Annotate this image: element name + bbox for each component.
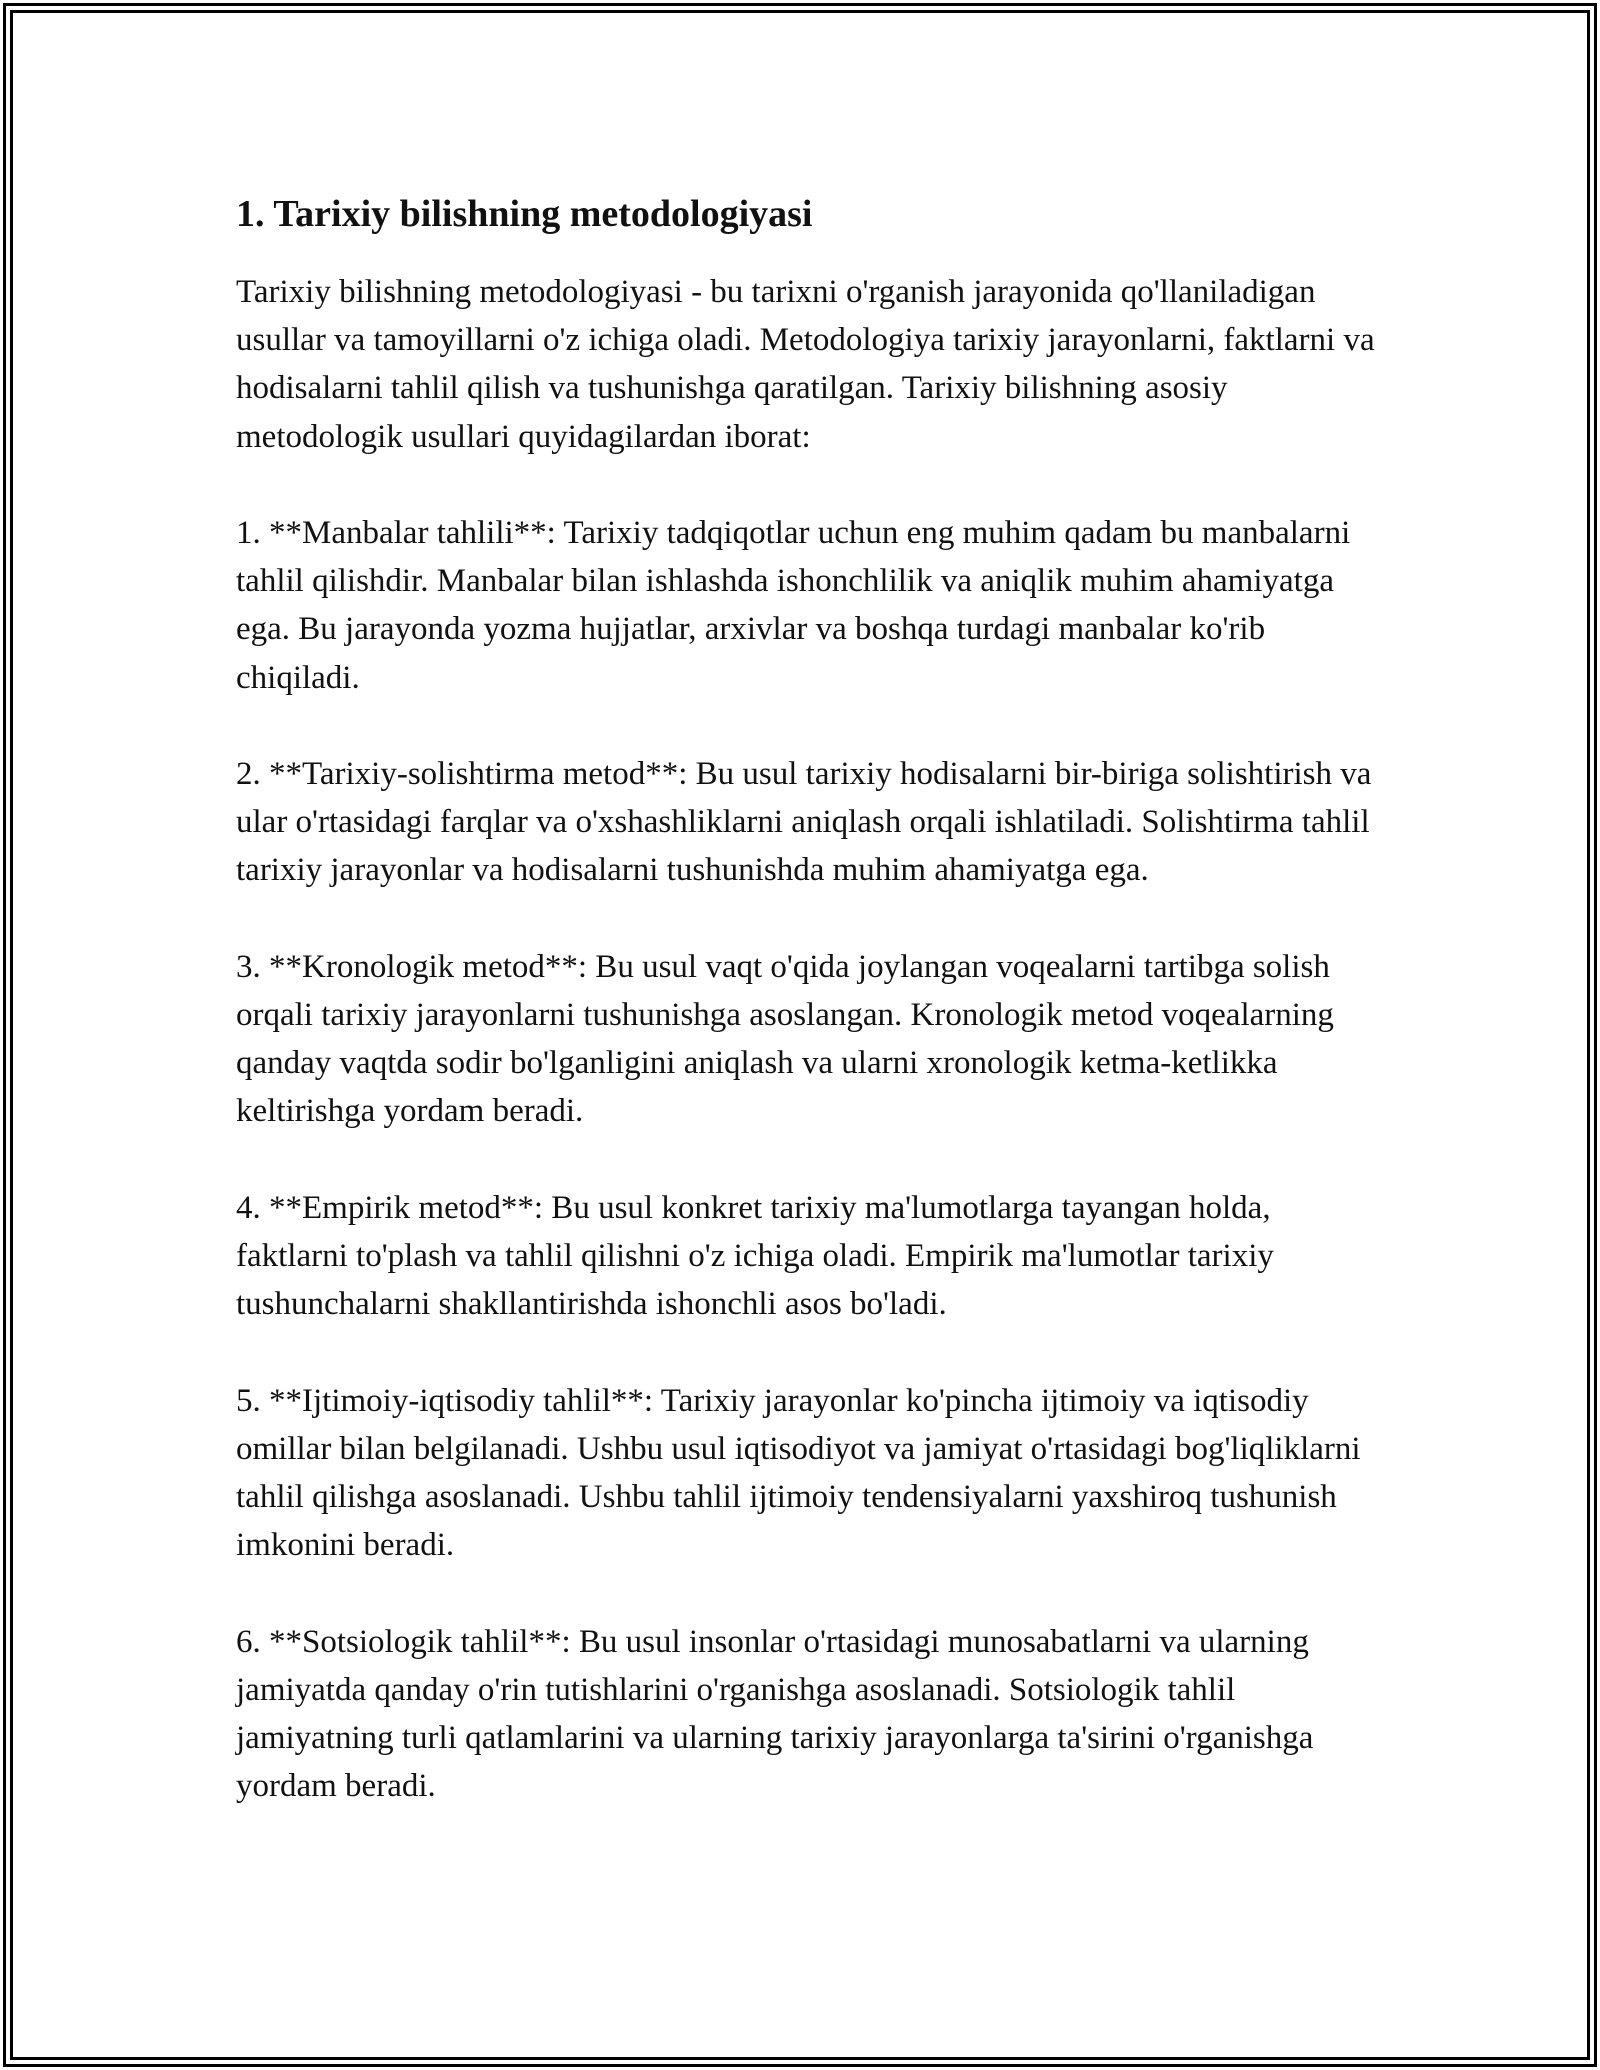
document-body	[236, 188, 1386, 1859]
section-heading: 1. Tarixiy bilishning metodologiyasi	[236, 193, 813, 235]
method-paragraph-1: 1. **Manbalar tahlili**: Tarixiy tadqiqotlar uchun eng muhim qadam bu manbalarni tahlil qilishdir. Manbalar bilan ishlashda ishonchlilik va aniqlik muhim ahamiyatga ega. Bu jarayonda yozma hujjatlar, arxivlar va boshqa turdagi manbalar ko'rib chiqiladi.	[236, 515, 1351, 696]
intro-paragraph: Tarixiy bilishning metodologiyasi - bu tarixni o'rganish jarayonida qo'llaniladigan usullar va tamoyillarni o'z ichiga oladi. Metodologiya tarixiy jarayonlarni, faktlarni va hodisalarni tahlil qilish va tushunishga qaratilgan. Tarixiy bilishning asosiy metodologik usullari quyidagilardan iborat:	[236, 274, 1375, 455]
method-paragraph-5: 5. **Ijtimoiy-iqtisodiy tahlil**: Tarixiy jarayonlar ko'pincha ijtimoiy va iqtisodiy omillar bilan belgilanadi. Ushbu usul iqtisodiyot va jamiyat o'rtasidagi bog'liqliklarni tahlil qilishga asoslanadi. Ushbu tahlil ijtimoiy tendensiyalarni yaxshiroq tushunish imkonini beradi.	[236, 1382, 1361, 1564]
method-paragraph-6: 6. **Sotsiologik tahlil**: Bu usul insonlar o'rtasidagi munosabatlarni va ularning jamiyatda qanday o'rin tutishlarini o'rganishga asoslanadi. Sotsiologik tahlil jamiyatning turli qatlamlarini va ularning tarixiy jarayonlarga ta'sirini o'rganishga yordam beradi.	[236, 1623, 1314, 1805]
method-paragraph-4: 4. **Empirik metod**: Bu usul konkret tarixiy ma'lumotlarga tayangan holda, faktlarni to'plash va tahlil qilishni o'z ichiga oladi. Empirik ma'lumotlar tarixiy tushunchalarni shakllantirishda ishonchli asos bo'ladi.	[236, 1189, 1274, 1323]
method-paragraph-2: 2. **Tarixiy-solishtirma metod**: Bu usul tarixiy hodisalarni bir-biriga solishtirish va ular o'rtasidagi farqlar va o'xshashliklarni aniqlash orqali ishlatiladi. Solishtirma tahlil tarixiy jarayonlar va hodisalarni tushunishda muhim ahamiyatga ega.	[236, 756, 1372, 889]
method-paragraph-3: 3. **Kronologik metod**: Bu usul vaqt o'qida joylangan voqealarni tartibga solish orqali tarixiy jarayonlarni tushunishga asoslangan. Kronologik metod voqealarning qanday vaqtda sodir bo'lganligini aniqlash va ularni xronologik ketma-ketlikka keltirishga yordam beradi.	[236, 948, 1334, 1130]
